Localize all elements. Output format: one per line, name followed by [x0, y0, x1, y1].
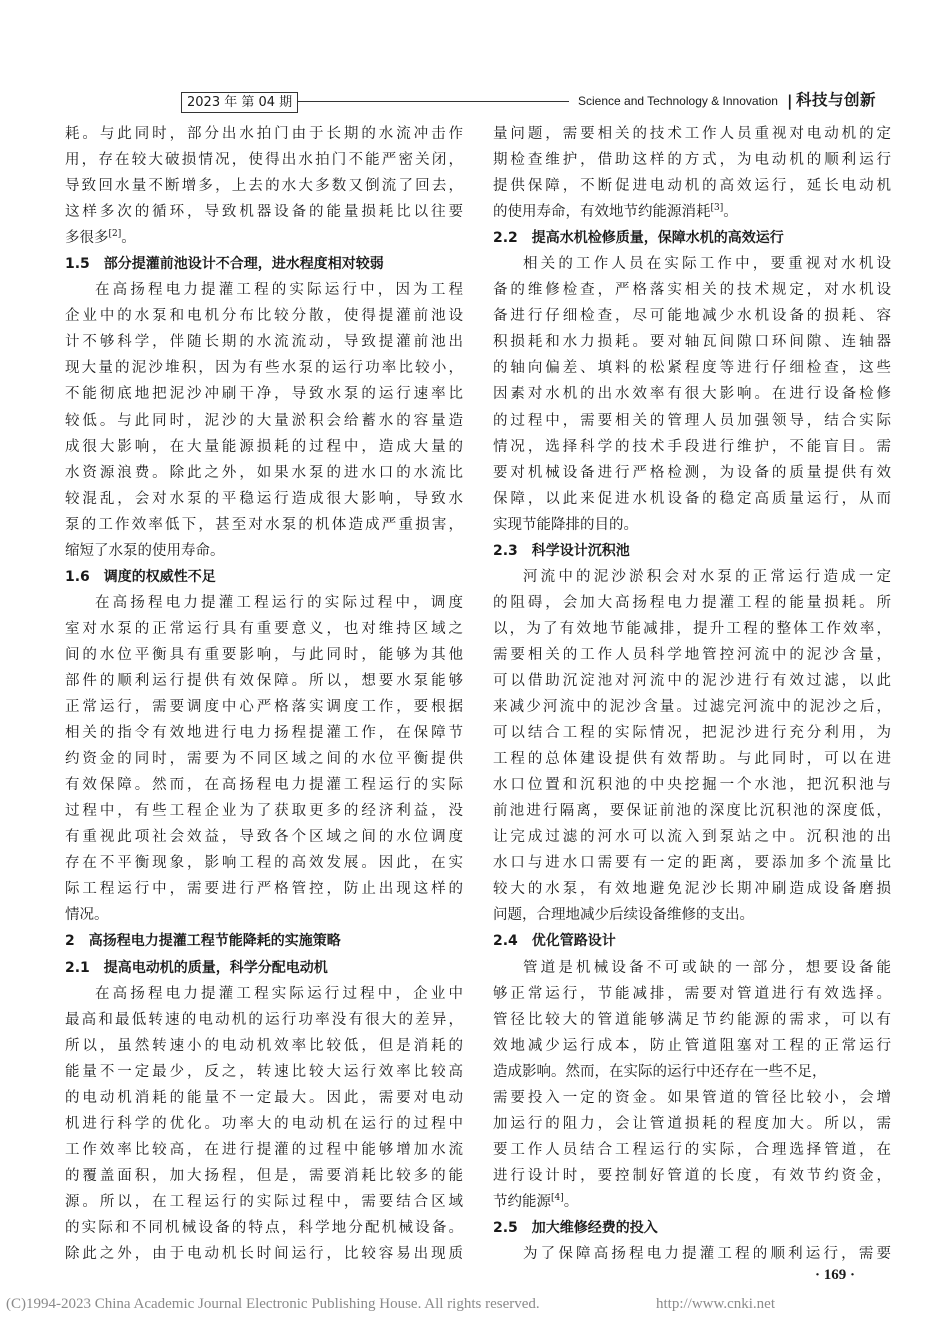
text-line: 相关的工作人员在实际工作中，要重视对水机设 [523, 256, 891, 273]
text-line: 河流中的泥沙淤积会对水泵的正常运行造成一定 [523, 568, 891, 585]
text-line: 能量不一定最少，反之，转速比较大运行效率比较高 [65, 1063, 463, 1080]
section-heading: 2.1 提高电动机的质量，科学分配电动机 [65, 959, 328, 976]
text-line: 管道是机械设备不可或缺的一部分，想要设备能 [523, 959, 891, 976]
section-heading: 1.5 部分提灌前池设计不合理，进水程度相对较弱 [65, 256, 384, 273]
text-line: 所以，虽然转速小的电动机效率比较低，但是消耗的 [65, 1037, 463, 1054]
text-line: 备进行仔细检查，尽可能地减少水机设备的损耗、容 [493, 308, 891, 325]
text-line: 的覆盖面积，加大扬程，但是，需要消耗比较多的能 [65, 1167, 463, 1184]
text-line: 导致回水量不断增多，上去的水大多数又倒流了回去， [65, 178, 463, 195]
text-line: 过程中，有些工程企业为了获取更多的经济利益，没 [65, 803, 463, 820]
text-line: 积损耗和水力损耗。要对轴瓦间隙口环间隙、连轴器 [493, 334, 891, 351]
text-line: 较大的水泵，有效地避免泥沙长期冲刷造成设备磨损 [493, 881, 891, 898]
text-line: 相关的指令有效地进行电力扬程提灌工作，在保障节 [65, 725, 463, 742]
text-line: 现大量的泥沙堆积，因为有些水泵的运行功率比较小， [65, 360, 463, 377]
text-line: 计不够科学，伴随长期的水流流动，导致提灌前池出 [65, 334, 463, 351]
text-line: 在高扬程电力提灌工程实际运行过程中，企业中 [95, 985, 463, 1002]
footer-copyright: (C)1994-2023 China Academic Journal Electronic Publishing House. All rights reserved. [6, 1296, 540, 1312]
text-line: 以，为了有效地节能减排，提升工程的整体工作效率， [493, 620, 891, 637]
section-heading: 2.2 提高水机检修质量，保障水机的高效运行 [493, 230, 784, 247]
text-line: 提供保障，不断促进电动机的高效运行，延长电动机 [493, 178, 891, 195]
text-line: 管径比较大的管道能够满足节约能源的需求，可以有 [493, 1011, 891, 1028]
citation-marker: [3] [710, 203, 724, 214]
text-line: 际工程运行中，需要进行严格管控，防止出现这样的 [65, 881, 463, 898]
text-line: 用，存在较大破损情况，使得出水拍门不能严密关闭， [65, 152, 463, 169]
journal-title-separator: | [787, 92, 793, 110]
header-rule [297, 101, 569, 102]
text-line: 耗。与此同时，部分出水拍门由于长期的水流冲击作 [65, 126, 463, 142]
text-line: 的使用寿命，有效地节约能源消耗[3]。 [493, 203, 738, 221]
text-line: 为了保障高扬程电力提灌工程的顺利运行，需要 [523, 1246, 891, 1263]
text-line: 节约能源[4]。 [493, 1192, 579, 1210]
text-line: 间的水位平衡具有重要影响，与此同时，能够为其他 [65, 646, 463, 663]
text-line: 保障，以此来促进水机设备的稳定高质量运行，从而 [493, 490, 891, 507]
text-line: 在高扬程电力提灌工程的实际运行中，因为工程 [95, 282, 463, 299]
text-line: 需要投入一定的资金。如果管道的管径比较小，会增 [493, 1089, 891, 1106]
text-line: 成很大影响，在大量能源损耗的过程中，造成大量的 [65, 438, 463, 455]
text-line: 的轴向偏差、填料的松紧程度等进行仔细检查，这些 [493, 360, 891, 377]
page-number: · 169 · [815, 1267, 856, 1283]
text-line: 室对水泵的正常运行具有重要意义，也对维持区域之 [65, 620, 463, 637]
text-line: 这样多次的循环，导致机器设备的能量损耗比以往要 [65, 204, 463, 221]
page-header [0, 0, 950, 115]
text-line: 来减少河流中的泥沙含量。过滤完河流中的泥沙之后， [493, 699, 891, 716]
text-line: 泵的工作效率低下，甚至对水泵的机体造成严重损害， [65, 516, 463, 533]
text-line: 需要相关的工作人员科学地管控河流中的泥沙含量， [493, 646, 891, 663]
text-line: 正常运行，需要调度中心严格落实调度工作，要根据 [65, 699, 463, 716]
text-line: 备的维修检查，严格落实相关的技术规定，对水机设 [493, 282, 891, 299]
text-line: 造成影响。然而，在实际的运行中还存在一些不足， [493, 1063, 827, 1080]
left-text-column [65, 121, 463, 1267]
text-line: 情况。 [65, 907, 109, 924]
text-line: 实现节能降排的目的。 [493, 516, 638, 533]
text-line: 因素对水机的出水效率有很大影响。在进行设备检修 [493, 386, 891, 403]
footer-url: http://www.cnki.net [656, 1296, 776, 1312]
text-line: 多很多[2]。 [65, 229, 136, 247]
text-line: 水口位置和沉积池的中央挖掘一个水池，把沉积池与 [493, 777, 891, 794]
text-line: 约资金的同时，需要为不同区域之间的水位平衡提供 [65, 751, 463, 768]
right-text-column [493, 121, 891, 1267]
text-line: 问题，合理地减少后续设备维修的支出。 [493, 907, 754, 924]
section-heading: 1.6 调度的权威性不足 [65, 568, 216, 585]
text-line: 的电动机消耗的能量不一定最大。因此，需要对电动 [65, 1089, 463, 1106]
text-line: 可以结合工程的实际情况，把泥沙进行充分利用，为 [493, 725, 891, 742]
text-line: 量问题，需要相关的技术工作人员重视对电动机的定 [493, 126, 891, 142]
text-line: 水资源浪费。除此之外，如果水泵的进水口的水流比 [65, 464, 463, 481]
text-line: 除此之外，由于电动机长时间运行，比较容易出现质 [65, 1246, 463, 1263]
text-line: 企业中的水泵和电机分布比较分散，使得提灌前池设 [65, 308, 463, 325]
text-line: 不能彻底地把泥沙冲刷干净，导致水泵的运行速率比 [65, 386, 463, 403]
text-line: 工作效率比较高，在进行提灌的过程中能够增加水流 [65, 1141, 463, 1158]
text-line: 够正常运行，节能减排，需要对管道进行有效选择。 [493, 985, 891, 1002]
text-line: 的过程中，需要相关的管理人员加强领导，结合实际 [493, 412, 891, 429]
text-line: 加运行的阻力，会让管道损耗的程度加大。所以，需 [493, 1115, 891, 1132]
text-line: 的阻碍，会加大高扬程电力提灌工程的能量损耗。所 [493, 594, 891, 611]
text-line: 在高扬程电力提灌工程运行的实际过程中，调度 [95, 594, 463, 611]
citation-marker: [4] [551, 1192, 564, 1203]
text-line: 水口与进水口需要有一定的距离，要添加多个流量比 [493, 855, 891, 872]
section-heading: 2 高扬程电力提灌工程节能降耗的实施策略 [65, 933, 341, 950]
text-line: 源。所以，在工程运行的实际过程中，需要结合区域 [65, 1193, 463, 1210]
text-line: 的实际和不同机械设备的特点，科学地分配机械设备。 [65, 1219, 463, 1236]
text-line: 机进行科学的优化。功率大的电动机在运行的过程中 [65, 1115, 463, 1132]
journal-title-cn: 科技与创新 [796, 91, 877, 109]
text-line: 效地减少运行成本，防止管道阻塞对工程的正常运行 [493, 1037, 891, 1054]
issue-label: 2023 年 第 04 期 [181, 92, 298, 113]
text-line: 缩短了水泵的使用寿命。 [65, 542, 225, 559]
text-line: 工程的总体建设提供有效帮助。与此同时，可以在进 [493, 751, 891, 768]
text-line: 可以借助沉淀池对河流中的泥沙进行有效过滤，以此 [493, 672, 891, 689]
citation-marker: [2] [108, 229, 122, 240]
section-heading: 2.4 优化管路设计 [493, 933, 616, 950]
section-heading: 2.5 加大维修经费的投入 [493, 1219, 658, 1236]
text-line: 进行设计时，要控制好管道的长度，有效节约资金， [493, 1167, 891, 1184]
text-line: 情况，选择科学的技术手段进行维护，不能盲目。需 [493, 438, 891, 455]
text-line: 有效保障。然而，在高扬程电力提灌工程运行的实际 [65, 777, 463, 794]
text-line: 有重视此项社会效益，导致各个区域之间的水位调度 [65, 829, 463, 846]
text-line: 期检查维护，借助这样的方式，为电动机的顺利运行 [493, 152, 891, 169]
section-heading: 2.3 科学设计沉积池 [493, 542, 630, 559]
text-line: 最高和最低转速的电动机的运行功率没有很大的差异， [65, 1011, 463, 1028]
journal-title-en: Science and Technology & Innovation [578, 94, 778, 108]
text-line: 要对机械设备进行严格检测，为设备的质量提供有效 [493, 464, 891, 481]
text-line: 较混乱，会对水泵的平稳运行造成很大影响，导致水 [65, 490, 463, 507]
text-line: 要工作人员结合工程运行的实际，合理选择管道，在 [493, 1141, 891, 1158]
text-line: 前池进行隔离，要保证前池的深度比沉积池的深度低， [493, 803, 891, 820]
text-line: 较低。与此同时，泥沙的大量淤积会给蓄水的容量造 [65, 412, 463, 429]
text-line: 存在不平衡现象，影响工程的高效发展。因此，在实 [65, 855, 463, 872]
text-line: 让完成过滤的河水可以流入到泵站之中。沉积池的出 [493, 829, 891, 846]
text-line: 部件的顺利运行提供有效保障。所以，想要水泵能够 [65, 672, 463, 689]
